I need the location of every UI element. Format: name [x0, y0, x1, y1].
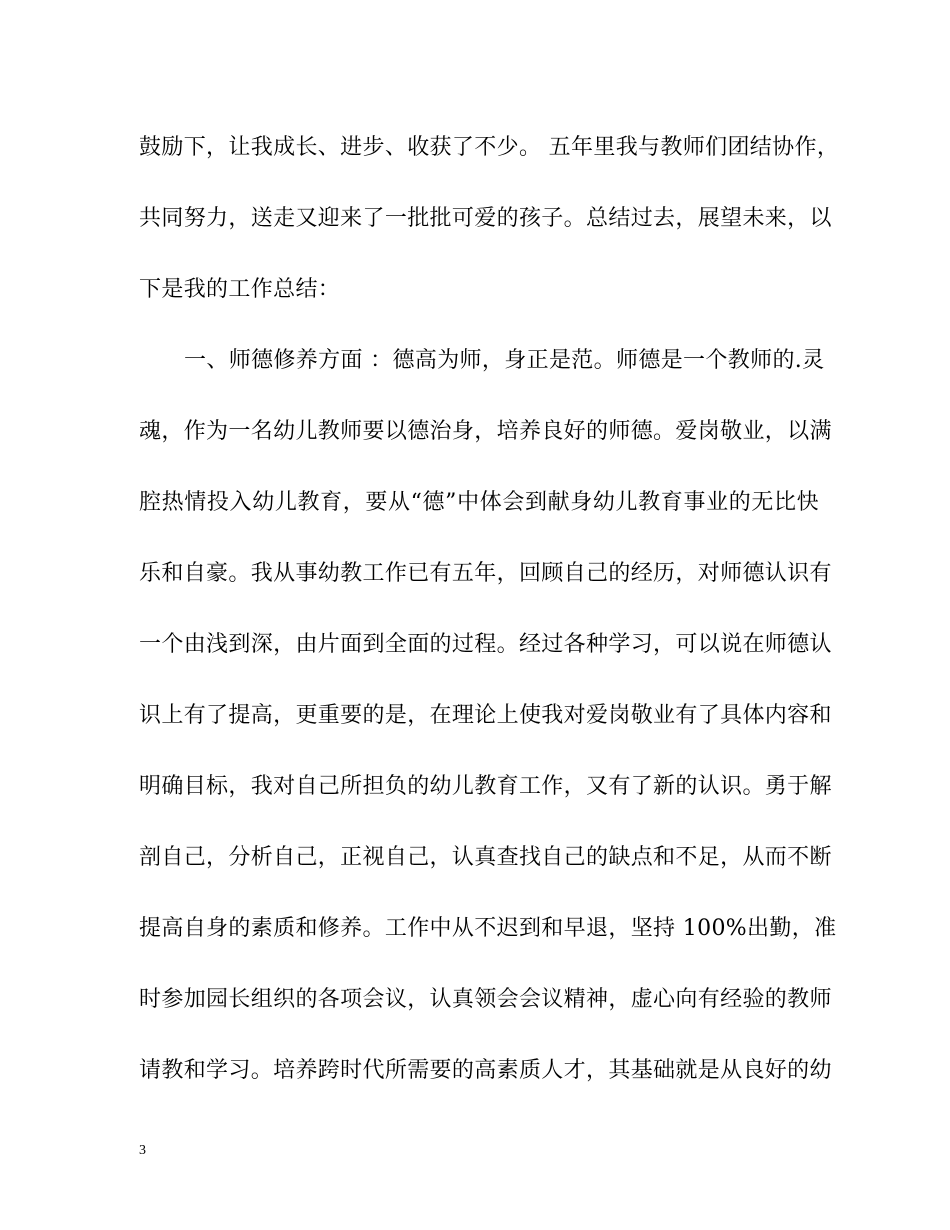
paragraph-heading-line: 一、师德修养方面 ：德高为师，身正是范。师德是一个教师的.灵 — [184, 348, 825, 373]
text-line: 请教和学习。培养跨时代所需要的高素质人才，其基础就是从良好的幼 — [139, 1058, 832, 1083]
text-line: 魂，作为一名幼儿教师要以德治身，培养良好的师德。爱岗敬业，以满 — [139, 419, 832, 444]
text-line: 一个由浅到深，由片面到全面的过程。经过各种学习，可以说在师德认 — [139, 632, 832, 657]
page-number: 3 — [139, 1143, 146, 1158]
text-line: 下是我的工作总结： — [139, 277, 341, 302]
text-line: 时参加园长组织的各项会议，认真领会会议精神，虚心向有经验的教师 — [139, 987, 832, 1012]
text-line: 鼓励下，让我成长、进步、收获了不少。 五年里我与教师们团结协作， — [139, 135, 840, 160]
text-line: 腔热情投入幼儿教育，要从“德”中体会到献身幼儿教育事业的无比快 — [139, 490, 819, 515]
text-line: 剖自己，分析自己，正视自己，认真查找自己的缺点和不足，从而不断 — [139, 845, 832, 870]
text-line: 共同努力，送走又迎来了一批批可爱的孩子。总结过去，展望未来，以 — [139, 206, 832, 231]
text-line: 乐和自豪。我从事幼教工作已有五年，回顾自己的经历，对师德认识有 — [139, 561, 832, 586]
text-line: 明确目标，我对自己所担负的幼儿教育工作，又有了新的认识。勇于解 — [139, 774, 832, 799]
text-line: 提高自身的素质和修养。工作中从不迟到和早退，坚持 100%出勤，准 — [139, 916, 837, 941]
text-line: 识上有了提高，更重要的是，在理论上使我对爱岗敬业有了具体内容和 — [139, 703, 832, 728]
